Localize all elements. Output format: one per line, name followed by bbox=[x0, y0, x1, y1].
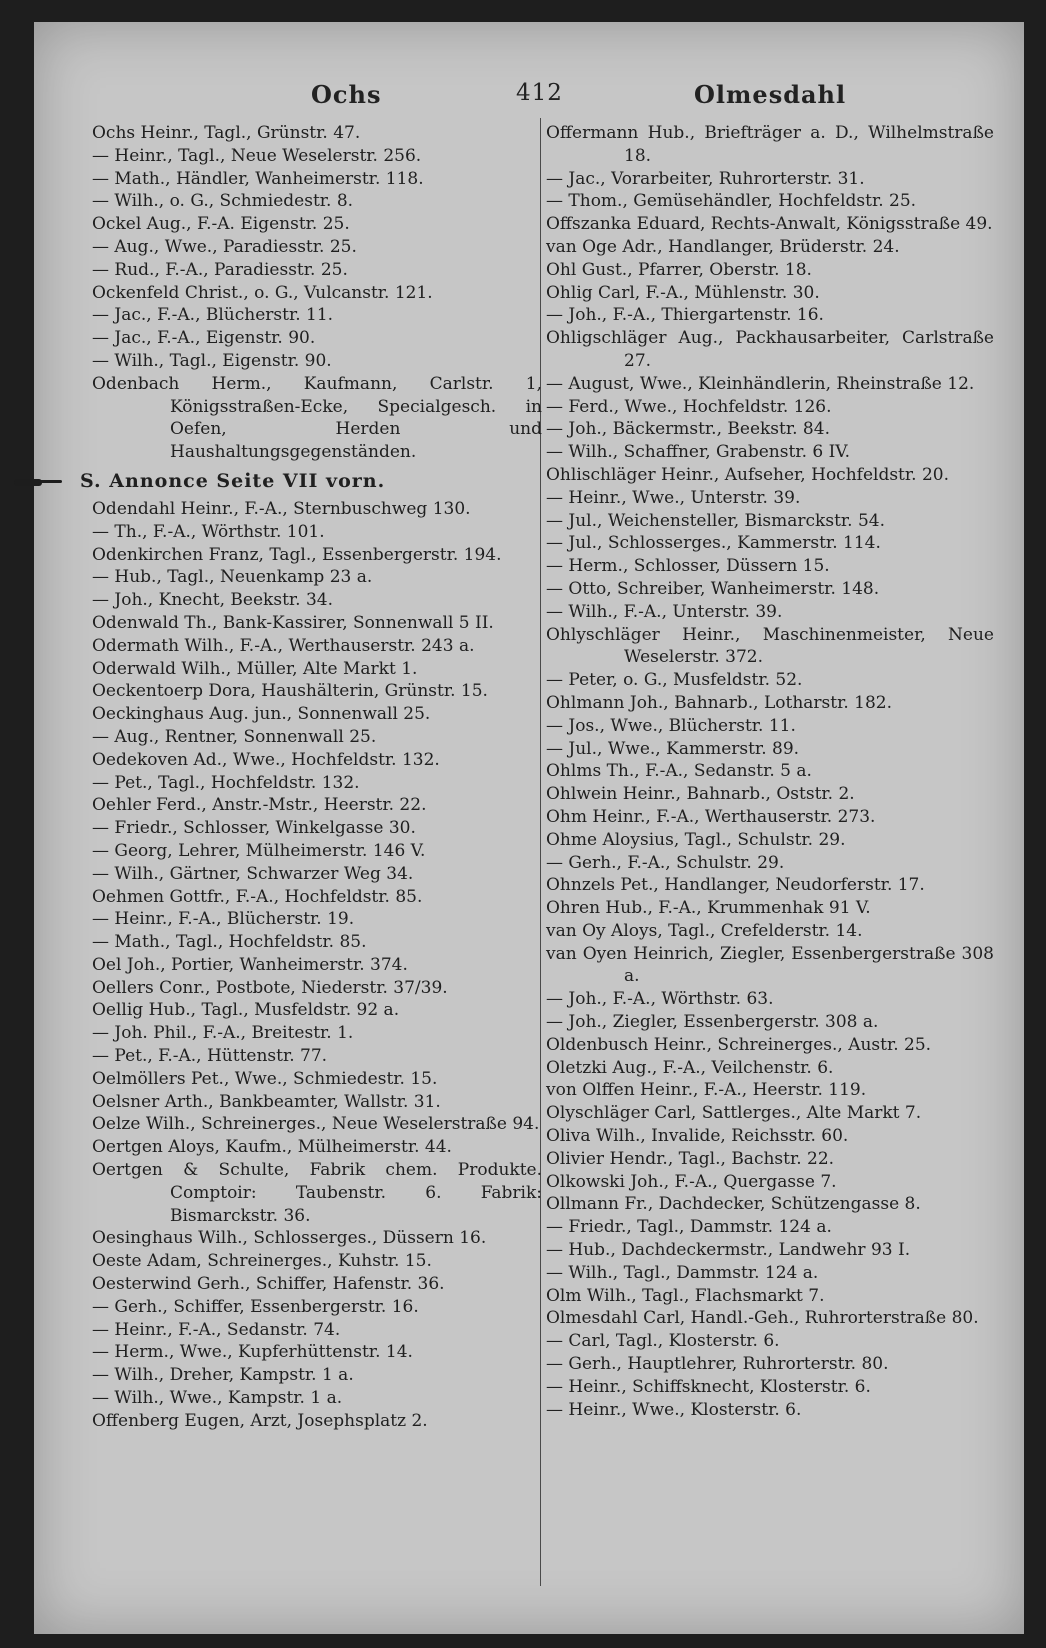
directory-entry: Ockenfeld Christ., o. G., Vulcanstr. 121. bbox=[92, 282, 433, 303]
directory-entry: Ohlischläger Heinr., Aufseher, Hochfeldstr. 20. bbox=[546, 464, 949, 485]
directory-entry: Oesterwind Gerh., Schiffer, Hafenstr. 36. bbox=[92, 1274, 445, 1295]
directory-entry: Oedekoven Ad., Wwe., Hochfeldstr. 132. bbox=[92, 749, 440, 770]
directory-entry: Ockel Aug., F.-A. Eigenstr. 25. bbox=[92, 214, 350, 235]
directory-entry: — Jac., F.-A., Eigenstr. 90. bbox=[92, 328, 316, 349]
directory-entry: — Aug., Rentner, Sonnenwall 25. bbox=[92, 726, 377, 747]
directory-entry: — Herm., Wwe., Kupferhüttenstr. 14. bbox=[92, 1342, 413, 1363]
directory-entry: — Wilh., Tagl., Eigenstr. 90. bbox=[92, 350, 332, 371]
directory-entry: — Herm., Schlosser, Düssern 15. bbox=[546, 556, 830, 577]
directory-entry: Ollmann Fr., Dachdecker, Schützengasse 8. bbox=[546, 1194, 921, 1215]
directory-entry: Odenwald Th., Bank-Kassirer, Sonnenwall 5 II. bbox=[92, 612, 494, 633]
directory-entry: Oellers Conr., Postbote, Niederstr. 37/39. bbox=[92, 977, 448, 998]
directory-entry: Oel Joh., Portier, Wanheimerstr. 374. bbox=[92, 954, 408, 975]
header-right-keyword: Olmesdahl bbox=[694, 80, 847, 109]
directory-entry: Oellig Hub., Tagl., Musfeldstr. 92 a. bbox=[92, 1000, 400, 1021]
directory-entry: Oliva Wilh., Invalide, Reichsstr. 60. bbox=[546, 1126, 849, 1147]
directory-entry: — Jac., Vorarbeiter, Ruhrorterstr. 31. bbox=[546, 168, 865, 189]
directory-entry: Offenberg Eugen, Arzt, Josephsplatz 2. bbox=[92, 1410, 428, 1431]
directory-entry: — Heinr., F.-A., Sedanstr. 74. bbox=[92, 1319, 341, 1340]
directory-entry: Ohlwein Heinr., Bahnarb., Oststr. 2. bbox=[546, 784, 855, 805]
directory-entry: — Rud., F.-A., Paradiesstr. 25. bbox=[92, 259, 348, 280]
directory-entry: — Joh., Ziegler, Essenbergerstr. 308 a. bbox=[546, 1012, 879, 1033]
directory-entry: Ohnzels Pet., Handlanger, Neudorferstr. 17. bbox=[546, 875, 925, 896]
directory-entry: — Heinr., Wwe., Unterstr. 39. bbox=[546, 487, 801, 508]
directory-entry: Ohme Aloysius, Tagl., Schulstr. 29. bbox=[546, 829, 846, 850]
directory-entry: — Heinr., Schiffsknecht, Klosterstr. 6. bbox=[546, 1376, 871, 1397]
directory-entry: — Pet., F.-A., Hüttenstr. 77. bbox=[92, 1046, 328, 1067]
directory-entry: Ohlyschläger Heinr., Maschinenmeister, Neue Weselerstr. 372. bbox=[546, 624, 994, 668]
directory-entry: — Th., F.-A., Wörthstr. 101. bbox=[92, 521, 325, 542]
pointing-hand-icon bbox=[14, 476, 62, 488]
directory-entry: — Heinr., Wwe., Klosterstr. 6. bbox=[546, 1399, 802, 1420]
directory-entry: — Carl, Tagl., Klosterstr. 6. bbox=[546, 1331, 780, 1352]
directory-entry: Oderwald Wilh., Müller, Alte Markt 1. bbox=[92, 658, 418, 679]
directory-entry: — Joh., F.-A., Wörthstr. 63. bbox=[546, 989, 774, 1010]
directory-entry: Offszanka Eduard, Rechts-Anwalt, Königsstraße 49. bbox=[546, 214, 993, 235]
directory-entry: Oelsner Arth., Bankbeamter, Wallstr. 31. bbox=[92, 1091, 441, 1112]
directory-entry: van Oy Aloys, Tagl., Crefelderstr. 14. bbox=[546, 920, 863, 941]
directory-entry: Oeckinghaus Aug. jun., Sonnenwall 25. bbox=[92, 704, 431, 725]
directory-entry: — Joh., Bäckermstr., Beekstr. 84. bbox=[546, 419, 830, 440]
directory-entry: Odermath Wilh., F.-A., Werthauserstr. 243 a. bbox=[92, 635, 475, 656]
directory-entry: Ochs Heinr., Tagl., Grünstr. 47. bbox=[92, 123, 361, 143]
directory-entry: — Ferd., Wwe., Hochfeldstr. 126. bbox=[546, 396, 832, 417]
directory-entry: — Jac., F.-A., Blücherstr. 11. bbox=[92, 305, 334, 326]
directory-entry: — Wilh., o. G., Schmiedestr. 8. bbox=[92, 191, 354, 212]
directory-entry: — Gerh., F.-A., Schulstr. 29. bbox=[546, 852, 785, 873]
directory-entry: — Math., Tagl., Hochfeldstr. 85. bbox=[92, 932, 367, 953]
directory-entry: Odenbach Herm., Kaufmann, Carlstr. 1, Königsstraßen-Ecke, Specialgesch. in Oefen, Herden und Haushaltungsgegenständen. bbox=[92, 373, 542, 463]
directory-entry: Olyschläger Carl, Sattlerges., Alte Markt 7. bbox=[546, 1103, 922, 1124]
directory-entry: Olkowski Joh., F.-A., Quergasse 7. bbox=[546, 1171, 837, 1192]
directory-entry: Ohlms Th., F.-A., Sedanstr. 5 a. bbox=[546, 761, 812, 782]
directory-entry: — Wilh., Schaffner, Grabenstr. 6 IV. bbox=[546, 442, 851, 463]
annonce-text: S. Annonce Seite VII vorn. bbox=[80, 469, 386, 492]
directory-entry: Oeste Adam, Schreinerges., Kuhstr. 15. bbox=[92, 1251, 432, 1272]
directory-entry: — Heinr., Tagl., Neue Weselerstr. 256. bbox=[92, 145, 422, 166]
directory-entry: Ohligschläger Aug., Packhausarbeiter, Carlstraße 27. bbox=[546, 328, 994, 371]
directory-entry: — Friedr., Tagl., Dammstr. 124 a. bbox=[546, 1217, 832, 1238]
directory-entry: — Jul., Weichensteller, Bismarckstr. 54. bbox=[546, 510, 886, 531]
directory-entry: — Heinr., F.-A., Blücherstr. 19. bbox=[92, 909, 355, 930]
directory-entry: van Oyen Heinrich, Ziegler, Essenbergerstraße 308 a. bbox=[546, 943, 994, 987]
directory-entry: — Hub., Tagl., Neuenkamp 23 a. bbox=[92, 567, 373, 588]
directory-entry: Oelze Wilh., Schreinerges., Neue Weselerstraße 94. bbox=[92, 1114, 540, 1135]
directory-entry: — Jos., Wwe., Blücherstr. 11. bbox=[546, 715, 796, 736]
directory-entry: Oeckentoerp Dora, Haushälterin, Grünstr. 15. bbox=[92, 681, 488, 702]
directory-entry: van Oge Adr., Handlanger, Brüderstr. 24. bbox=[546, 236, 900, 257]
directory-entry: — Gerh., Schiffer, Essenbergerstr. 16. bbox=[92, 1296, 419, 1317]
directory-entry: — Wilh., Dreher, Kampstr. 1 a. bbox=[92, 1365, 354, 1386]
left-column bbox=[80, 122, 542, 1433]
directory-entry: Oelmöllers Pet., Wwe., Schmiedestr. 15. bbox=[92, 1068, 438, 1089]
directory-entry: Ohlig Carl, F.-A., Mühlenstr. 30. bbox=[546, 282, 820, 303]
directory-entry: — Otto, Schreiber, Wanheimerstr. 148. bbox=[546, 578, 880, 599]
directory-entry: — Jul., Schlosserges., Kammerstr. 114. bbox=[546, 533, 881, 554]
directory-entry: Offermann Hub., Briefträger a. D., Wilhelmstraße 18. bbox=[546, 123, 994, 166]
directory-entry: — Pet., Tagl., Hochfeldstr. 132. bbox=[92, 772, 360, 793]
directory-entry: Oehler Ferd., Anstr.-Mstr., Heerstr. 22. bbox=[92, 795, 427, 816]
page-header bbox=[34, 74, 1024, 114]
directory-entry: — Joh., F.-A., Thiergartenstr. 16. bbox=[546, 305, 824, 326]
directory-entry: Olm Wilh., Tagl., Flachsmarkt 7. bbox=[546, 1285, 825, 1306]
directory-entry: Olmesdahl Carl, Handl.-Geh., Ruhrorterstraße 80. bbox=[546, 1308, 979, 1329]
directory-entry: — Friedr., Schlosser, Winkelgasse 30. bbox=[92, 818, 416, 839]
directory-entry: — Georg, Lehrer, Mülheimerstr. 146 V. bbox=[92, 840, 426, 861]
directory-entry: Oertgen & Schulte, Fabrik chem. Produkte. Comptoir: Taubenstr. 6. Fabrik: Bismarckstr. 36. bbox=[92, 1160, 542, 1226]
right-column bbox=[546, 122, 994, 1421]
directory-entry: Oesinghaus Wilh., Schlosserges., Düssern 16. bbox=[92, 1228, 487, 1249]
directory-page bbox=[34, 22, 1024, 1634]
directory-entry: Oldenbusch Heinr., Schreinerges., Austr. 25. bbox=[546, 1034, 932, 1055]
directory-entry: Oehmen Gottfr., F.-A., Hochfeldstr. 85. bbox=[92, 886, 423, 907]
directory-entry: Odenkirchen Franz, Tagl., Essenbergerstr. 194. bbox=[92, 544, 502, 565]
directory-entry: Ohl Gust., Pfarrer, Oberstr. 18. bbox=[546, 259, 812, 280]
directory-entry: Ohm Heinr., F.-A., Werthauserstr. 273. bbox=[546, 806, 876, 827]
directory-entry: — Math., Händler, Wanheimerstr. 118. bbox=[92, 168, 424, 189]
directory-entry: Olivier Hendr., Tagl., Bachstr. 22. bbox=[546, 1148, 835, 1169]
directory-entry: Ohren Hub., F.-A., Krummenhak 91 V. bbox=[546, 898, 871, 919]
directory-entry: — Wilh., Gärtner, Schwarzer Weg 34. bbox=[92, 863, 414, 884]
directory-entry: Oertgen Aloys, Kaufm., Mülheimerstr. 44. bbox=[92, 1137, 452, 1158]
directory-entry: — Joh. Phil., F.-A., Breitestr. 1. bbox=[92, 1023, 354, 1044]
directory-entry: — Hub., Dachdeckermstr., Landwehr 93 I. bbox=[546, 1240, 911, 1261]
header-left-keyword: Ochs bbox=[311, 80, 382, 109]
annonce-reference bbox=[80, 464, 542, 498]
directory-entry: — Wilh., F.-A., Unterstr. 39. bbox=[546, 601, 783, 622]
directory-entry: — Aug., Wwe., Paradiesstr. 25. bbox=[92, 236, 357, 257]
directory-entry: Ohlmann Joh., Bahnarb., Lotharstr. 182. bbox=[546, 692, 893, 713]
directory-entry: Odendahl Heinr., F.-A., Sternbuschweg 130. bbox=[92, 498, 471, 519]
directory-entry: — Peter, o. G., Musfeldstr. 52. bbox=[546, 670, 803, 691]
directory-entry: — Wilh., Tagl., Dammstr. 124 a. bbox=[546, 1262, 819, 1283]
directory-entry: — Jul., Wwe., Kammerstr. 89. bbox=[546, 738, 800, 759]
directory-entry: — August, Wwe., Kleinhändlerin, Rheinstraße 12. bbox=[546, 373, 975, 394]
directory-entry: von Olffen Heinr., F.-A., Heerstr. 119. bbox=[546, 1080, 867, 1101]
directory-entry: — Thom., Gemüsehändler, Hochfeldstr. 25. bbox=[546, 191, 917, 212]
directory-entry: — Joh., Knecht, Beekstr. 34. bbox=[92, 590, 334, 611]
directory-entry: Oletzki Aug., F.-A., Veilchenstr. 6. bbox=[546, 1057, 834, 1078]
page-number: 412 bbox=[516, 80, 563, 106]
directory-entry: — Gerh., Hauptlehrer, Ruhrorterstr. 80. bbox=[546, 1354, 889, 1375]
directory-entry: — Wilh., Wwe., Kampstr. 1 a. bbox=[92, 1388, 343, 1409]
